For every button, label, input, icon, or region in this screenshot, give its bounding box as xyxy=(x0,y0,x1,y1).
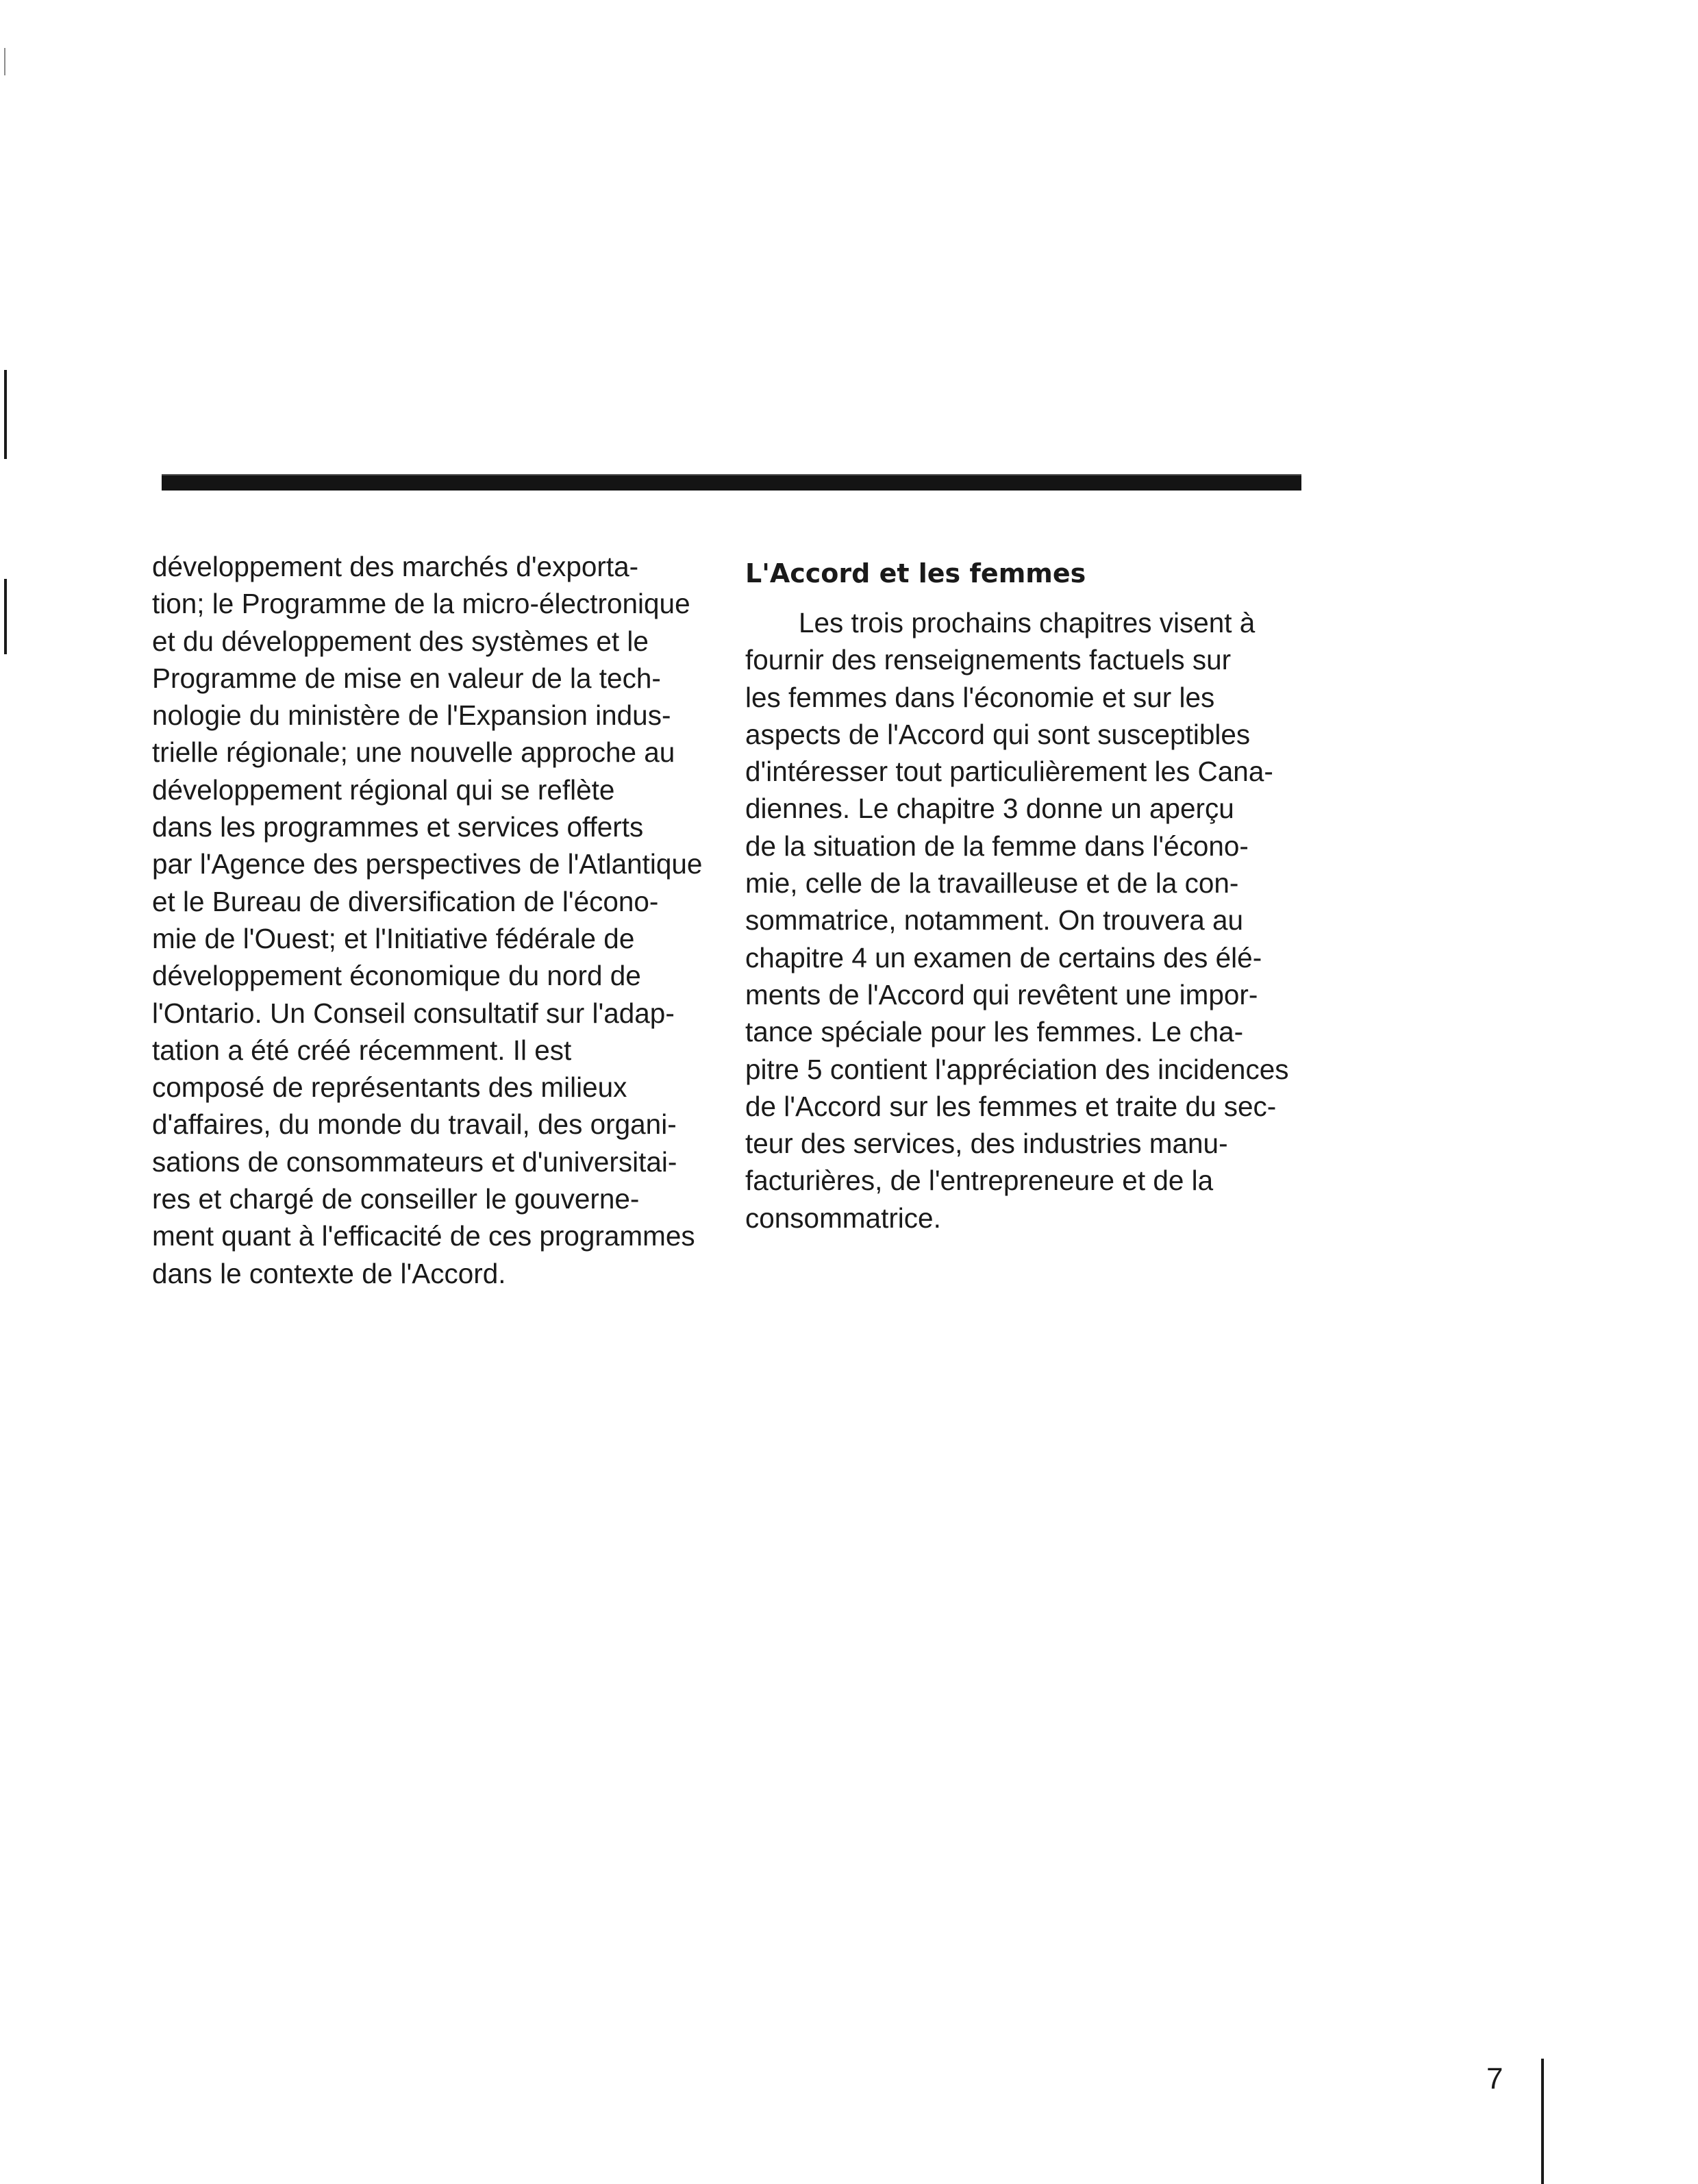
text-line: fournir des renseignements factuels sur xyxy=(745,644,1232,676)
right-column xyxy=(745,555,1307,1237)
text-line: ments de l'Accord qui revêtent une impor- xyxy=(745,978,1258,1010)
text-line: développement régional qui se reflète xyxy=(152,773,615,806)
text-line: développement des marchés d'exporta- xyxy=(152,551,639,582)
text-line: res et chargé de conseiller le gouverne- xyxy=(152,1183,640,1215)
text-line: aspects de l'Accord qui sont susceptibles xyxy=(745,718,1251,750)
left-column xyxy=(152,548,714,1292)
text-line: les femmes dans l'économie et sur les xyxy=(745,681,1215,713)
text-line: facturières, de l'entrepreneure et de la xyxy=(745,1165,1214,1197)
text-line: développement économique du nord de xyxy=(152,960,641,992)
text-line: tion; le Programme de la micro-électronique xyxy=(152,588,690,620)
text-line: et le Bureau de diversification de l'écono- xyxy=(152,885,659,917)
page-number: 7 xyxy=(1486,2062,1503,2096)
text-line: sommatrice, notamment. On trouvera au xyxy=(745,904,1244,936)
text-line: consommatrice. xyxy=(745,1202,941,1234)
text-line: et du développement des systèmes et le xyxy=(152,625,649,657)
text-line: Programme de mise en valeur de la tech- xyxy=(152,662,661,694)
scan-artifact xyxy=(1541,2059,1544,2184)
text-line: de l'Accord sur les femmes et traite du sec- xyxy=(745,1090,1277,1122)
text-line: l'Ontario. Un Conseil consultatif sur l'adap- xyxy=(152,997,675,1029)
text-line: sations de consommateurs et d'universitai- xyxy=(152,1145,677,1178)
text-line: chapitre 4 un examen de certains des élé- xyxy=(745,941,1262,973)
scan-artifact xyxy=(4,579,7,654)
text-line: dans le contexte de l'Accord. xyxy=(152,1257,506,1289)
text-line: diennes. Le chapitre 3 donne un aperçu xyxy=(745,793,1234,825)
text-line: mie, celle de la travailleuse et de la con- xyxy=(745,867,1239,899)
section-rule xyxy=(162,474,1301,491)
text-line: par l'Agence des perspectives de l'Atlantique xyxy=(152,848,703,880)
text-line: tation a été créé récemment. Il est xyxy=(152,1034,572,1066)
text-line: d'affaires, du monde du travail, des organi- xyxy=(152,1108,677,1141)
text-line: ment quant à l'efficacité de ces programmes xyxy=(152,1220,695,1252)
text-line: Les trois prochains chapitres visent à xyxy=(799,607,1256,638)
text-line: dans les programmes et services offerts xyxy=(152,811,644,843)
text-line: tance spéciale pour les femmes. Le cha- xyxy=(745,1016,1244,1048)
text-line: mie de l'Ouest; et l'Initiative fédérale de xyxy=(152,922,635,954)
text-line: de la situation de la femme dans l'écono- xyxy=(745,830,1249,862)
text-line: d'intéresser tout particulièrement les Cana- xyxy=(745,756,1273,788)
text-line: nologie du ministère de l'Expansion indus- xyxy=(152,699,671,732)
text-line: composé de représentants des milieux xyxy=(152,1071,627,1104)
scan-artifact xyxy=(4,370,7,459)
text-line: trielle régionale; une nouvelle approche au xyxy=(152,736,675,769)
text-line: pitre 5 contient l'appréciation des incidences xyxy=(745,1053,1289,1085)
scan-artifact xyxy=(4,48,5,75)
section-heading: L'Accord et les femmes xyxy=(745,558,1086,588)
text-line: teur des services, des industries manu- xyxy=(745,1128,1228,1160)
